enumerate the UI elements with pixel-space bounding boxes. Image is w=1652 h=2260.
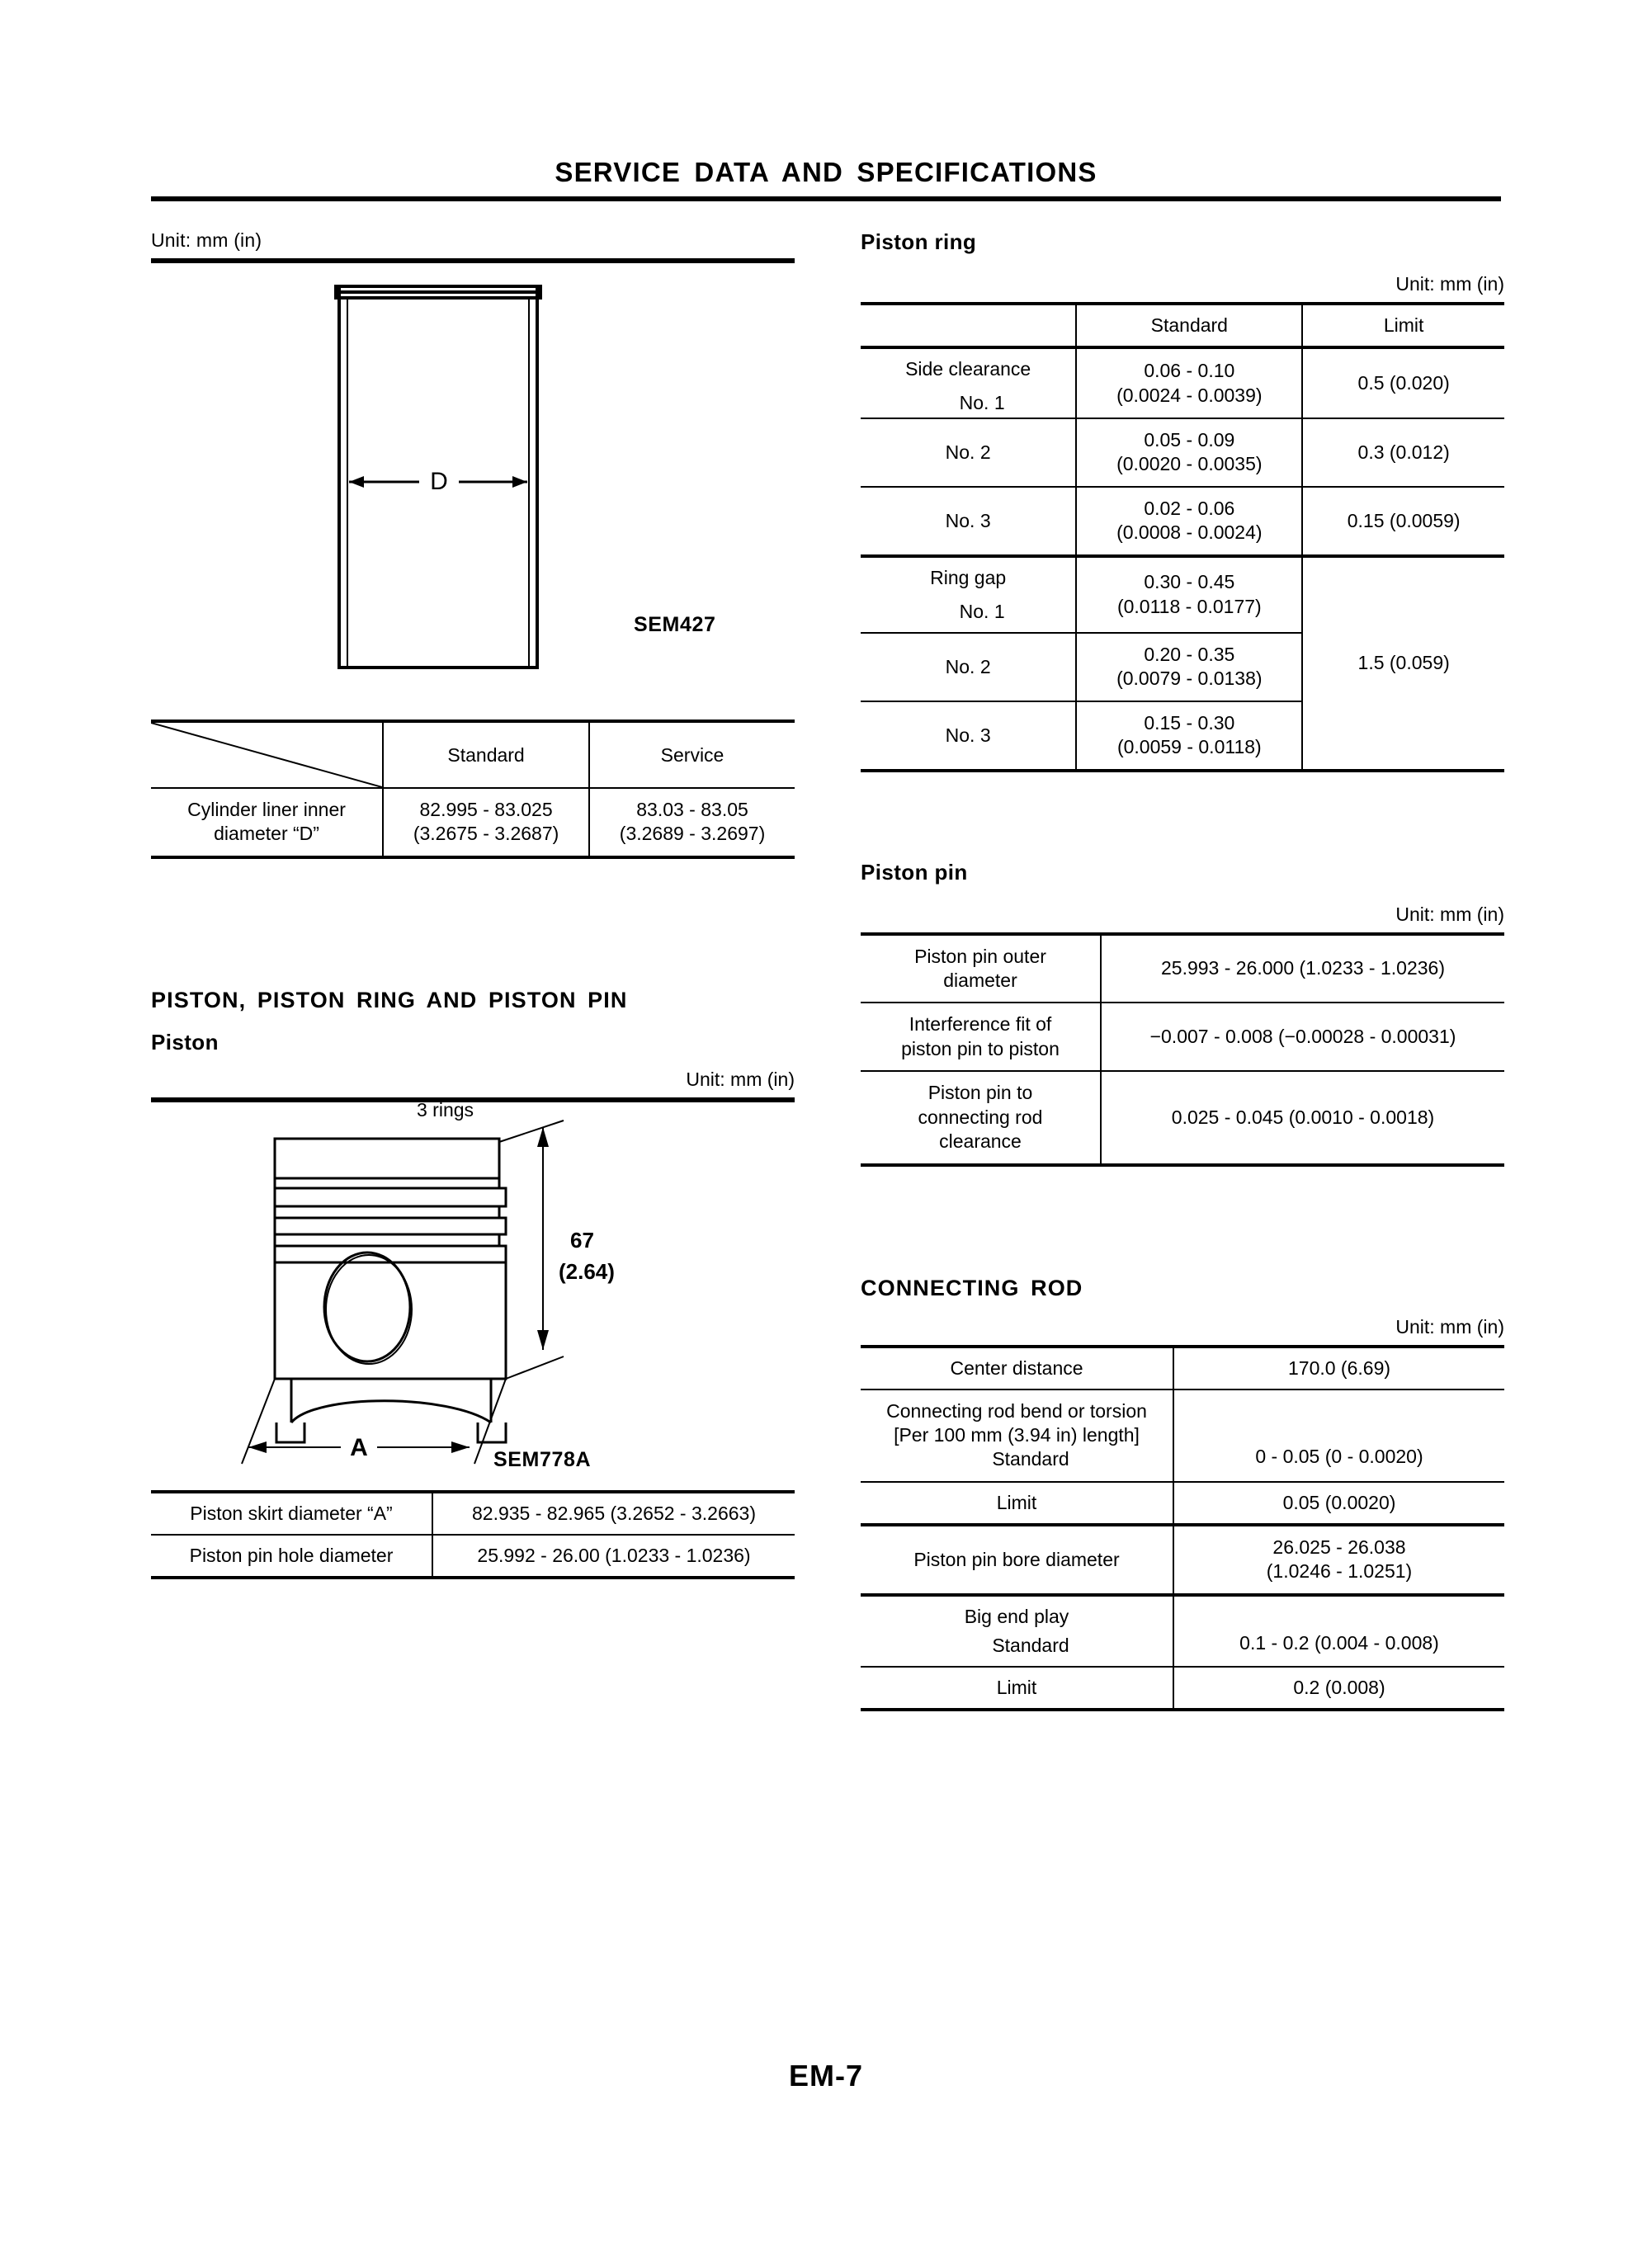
cell-connecting-rod-bend-standard-value: 0 - 0.05 (0 - 0.0020) bbox=[1173, 1389, 1504, 1482]
cell-standard bbox=[383, 788, 589, 857]
cell-standard bbox=[1076, 701, 1302, 771]
cell-service-mm: 83.03 - 83.05 bbox=[636, 799, 748, 820]
piston-unit-label: Unit: mm (in) bbox=[686, 1068, 795, 1090]
diagonal-corner-cell bbox=[151, 721, 383, 788]
row-label-piston-pin-outer-diameter bbox=[861, 934, 1101, 1003]
group-label-text: Ring gap bbox=[930, 566, 1007, 588]
table-row bbox=[861, 1667, 1504, 1710]
row-label-no-3: No. 3 bbox=[861, 701, 1076, 771]
page-footer bbox=[0, 2059, 1652, 2093]
table-row bbox=[861, 1003, 1504, 1071]
svg-text:A: A bbox=[350, 1433, 368, 1461]
figure-code-sem778a: SEM778A bbox=[493, 1447, 592, 1471]
left-column bbox=[151, 229, 795, 1579]
row-label-line1: Big end play bbox=[964, 1605, 1069, 1627]
column-header-limit: Limit bbox=[1302, 304, 1504, 347]
row-label-center-distance: Center distance bbox=[861, 1347, 1173, 1389]
cell-service bbox=[589, 788, 795, 857]
table-row bbox=[861, 934, 1504, 1003]
connecting-rod-unit-label: Unit: mm (in) bbox=[1395, 1315, 1504, 1338]
group-label-side-clearance bbox=[861, 347, 1076, 418]
subsection-title-piston: Piston bbox=[151, 1029, 219, 1055]
row-label-big-end-play-limit: Limit bbox=[861, 1667, 1173, 1710]
row-label-line2: [Per 100 mm (3.94 in) length] bbox=[894, 1424, 1140, 1446]
page-title: SERVICE DATA AND SPECIFICATIONS bbox=[555, 157, 1097, 187]
cell-standard bbox=[1076, 347, 1302, 418]
table-row bbox=[861, 1389, 1504, 1482]
table-row bbox=[861, 1347, 1504, 1389]
cell-value-line2: (1.0246 - 1.0251) bbox=[1266, 1560, 1413, 1583]
cell-limit-merged: 1.5 (0.059) bbox=[1302, 556, 1504, 771]
cell-piston-skirt-diameter-value: 82.935 - 82.965 (3.2652 - 3.2663) bbox=[432, 1492, 795, 1535]
cell-piston-pin-hole-diameter-value: 25.992 - 26.00 (1.0233 - 1.0236) bbox=[432, 1535, 795, 1578]
cylinder-liner-figure bbox=[151, 258, 795, 716]
cell-service-in: (3.2689 - 3.2697) bbox=[619, 823, 766, 845]
cell-limit: 0.15 (0.0059) bbox=[1302, 487, 1504, 556]
table-header-row bbox=[861, 304, 1504, 347]
cell-standard-in: (3.2675 - 3.2687) bbox=[413, 823, 559, 845]
table-header-row bbox=[151, 721, 795, 788]
piston-figure bbox=[151, 1097, 795, 1485]
row-label-line2: diameter “D” bbox=[214, 823, 319, 845]
row-label-line1: Piston pin to bbox=[927, 1082, 1033, 1104]
piston-pin-unit-label: Unit: mm (in) bbox=[1395, 903, 1504, 925]
piston-height-in-label: (2.64) bbox=[559, 1258, 615, 1284]
row-label-no-2: No. 2 bbox=[861, 633, 1076, 701]
cell-standard bbox=[1076, 556, 1302, 633]
row-label-connecting-rod-bend-standard bbox=[861, 1389, 1173, 1482]
cell-standard bbox=[1076, 633, 1302, 701]
page-header bbox=[151, 157, 1501, 201]
table-row bbox=[861, 1595, 1504, 1667]
row-label-line1: Connecting rod bend or torsion bbox=[886, 1399, 1147, 1422]
piston-pin-table bbox=[861, 932, 1504, 1167]
table-row bbox=[861, 1071, 1504, 1164]
row-label-line2: diameter bbox=[943, 969, 1017, 991]
piston-drawing bbox=[151, 1109, 795, 1489]
cell-limit: 0.3 (0.012) bbox=[1302, 418, 1504, 487]
piston-height-mm-label: 67 bbox=[570, 1227, 594, 1253]
row-label-piston-pin-bore-diameter: Piston pin bore diameter bbox=[861, 1525, 1173, 1595]
cell-standard-in: (0.0079 - 0.0138) bbox=[1116, 668, 1263, 690]
column-header-service: Service bbox=[589, 721, 795, 788]
table-row bbox=[861, 487, 1504, 556]
piston-table bbox=[151, 1490, 795, 1579]
column-header-blank bbox=[861, 304, 1076, 347]
connecting-rod-table bbox=[861, 1345, 1504, 1711]
row-label-piston-skirt-diameter: Piston skirt diameter “A” bbox=[151, 1492, 432, 1535]
cell-standard-in: (0.0118 - 0.0177) bbox=[1116, 595, 1262, 617]
group-label-ring-gap bbox=[861, 556, 1076, 633]
row-label-piston-pin-hole-diameter: Piston pin hole diameter bbox=[151, 1535, 432, 1578]
cell-standard-mm: 0.02 - 0.06 bbox=[1144, 497, 1235, 519]
cell-standard-mm: 0.06 - 0.10 bbox=[1144, 360, 1235, 382]
row-label-line2: Standard bbox=[992, 1634, 1069, 1656]
cell-standard-in: (0.0008 - 0.0024) bbox=[1116, 521, 1263, 544]
section-title-connecting-rod: CONNECTING ROD bbox=[861, 1275, 1083, 1300]
cell-standard bbox=[1076, 418, 1302, 487]
cell-standard-mm: 82.995 - 83.025 bbox=[419, 799, 553, 820]
row-label-line1: Piston pin outer bbox=[914, 945, 1046, 967]
table-row bbox=[861, 1525, 1504, 1595]
section-title-piston-group: PISTON, PISTON RING AND PISTON PIN bbox=[151, 987, 628, 1012]
cell-value-line1: 26.025 - 26.038 bbox=[1272, 1536, 1406, 1558]
cell-standard bbox=[1076, 487, 1302, 556]
row-label-line2: connecting rod bbox=[918, 1106, 1043, 1128]
column-header-standard: Standard bbox=[1076, 304, 1302, 347]
cylinder-liner-drawing bbox=[151, 271, 795, 721]
cell-piston-pin-outer-diameter-value: 25.993 - 26.000 (1.0233 - 1.0236) bbox=[1101, 934, 1504, 1003]
table-row bbox=[861, 418, 1504, 487]
subsection-title-piston-pin: Piston pin bbox=[861, 859, 968, 885]
row-label-line3: clearance bbox=[939, 1130, 1022, 1153]
cell-center-distance-value: 170.0 (6.69) bbox=[1173, 1347, 1504, 1389]
cell-piston-pin-bore-diameter-value bbox=[1173, 1525, 1504, 1595]
page-number: EM-7 bbox=[788, 2059, 863, 2093]
row-label-piston-pin-to-connecting-rod-clearance bbox=[861, 1071, 1101, 1164]
piston-ring-unit-label: Unit: mm (in) bbox=[1395, 273, 1504, 295]
diagonal-divider-icon bbox=[151, 723, 382, 787]
cylinder-liner-table bbox=[151, 720, 795, 859]
row-label-line1: Cylinder liner inner bbox=[187, 799, 346, 820]
cell-piston-pin-to-connecting-rod-clearance-value: 0.025 - 0.045 (0.0010 - 0.0018) bbox=[1101, 1071, 1504, 1164]
row-label-big-end-play-standard bbox=[861, 1595, 1173, 1667]
cell-interference-fit-value: −0.007 - 0.008 (−0.00028 - 0.00031) bbox=[1101, 1003, 1504, 1071]
cell-standard-in: (0.0059 - 0.0118) bbox=[1116, 736, 1262, 758]
row-label-no-2: No. 2 bbox=[861, 418, 1076, 487]
header-rule bbox=[151, 196, 1501, 201]
table-row bbox=[861, 556, 1504, 633]
piston-rings-label: 3 rings bbox=[417, 1098, 474, 1121]
cell-standard-in: (0.0020 - 0.0035) bbox=[1116, 453, 1263, 475]
group-label-text: Side clearance bbox=[905, 358, 1031, 380]
cell-standard-mm: 0.15 - 0.30 bbox=[1144, 711, 1235, 734]
table-row bbox=[861, 1482, 1504, 1525]
svg-text:D: D bbox=[430, 468, 448, 495]
column-header-standard: Standard bbox=[383, 721, 589, 788]
piston-ring-table bbox=[861, 302, 1504, 772]
cell-standard-mm: 0.30 - 0.45 bbox=[1144, 571, 1235, 593]
table-row bbox=[151, 1492, 795, 1535]
cell-big-end-play-limit-value: 0.2 (0.008) bbox=[1173, 1667, 1504, 1710]
row-label-line3: Standard bbox=[992, 1448, 1069, 1470]
figure-code-sem427: SEM427 bbox=[634, 613, 716, 636]
row-label-line1: Interference fit of bbox=[909, 1013, 1052, 1036]
row-label-no-1: No. 1 bbox=[959, 392, 1005, 413]
cell-standard-in: (0.0024 - 0.0039) bbox=[1116, 384, 1263, 406]
right-column bbox=[861, 229, 1504, 1711]
row-label-no-3: No. 3 bbox=[861, 487, 1076, 556]
row-label-interference-fit bbox=[861, 1003, 1101, 1071]
row-label-no-1: No. 1 bbox=[959, 600, 1005, 622]
row-label-connecting-rod-bend-limit: Limit bbox=[861, 1482, 1173, 1525]
subsection-title-piston-ring: Piston ring bbox=[861, 229, 977, 254]
row-label-cylinder-liner-inner-diameter bbox=[151, 788, 383, 857]
table-row bbox=[151, 1535, 795, 1578]
cell-standard-mm: 0.20 - 0.35 bbox=[1144, 643, 1235, 665]
cell-standard-mm: 0.05 - 0.09 bbox=[1144, 429, 1235, 451]
cylinder-unit-label: Unit: mm (in) bbox=[151, 229, 262, 251]
cell-big-end-play-standard-value: 0.1 - 0.2 (0.004 - 0.008) bbox=[1173, 1595, 1504, 1667]
row-label-line2: piston pin to piston bbox=[901, 1037, 1060, 1059]
table-row bbox=[151, 788, 795, 857]
cell-connecting-rod-bend-limit-value: 0.05 (0.0020) bbox=[1173, 1482, 1504, 1525]
cell-limit: 0.5 (0.020) bbox=[1302, 347, 1504, 418]
table-row bbox=[861, 347, 1504, 418]
